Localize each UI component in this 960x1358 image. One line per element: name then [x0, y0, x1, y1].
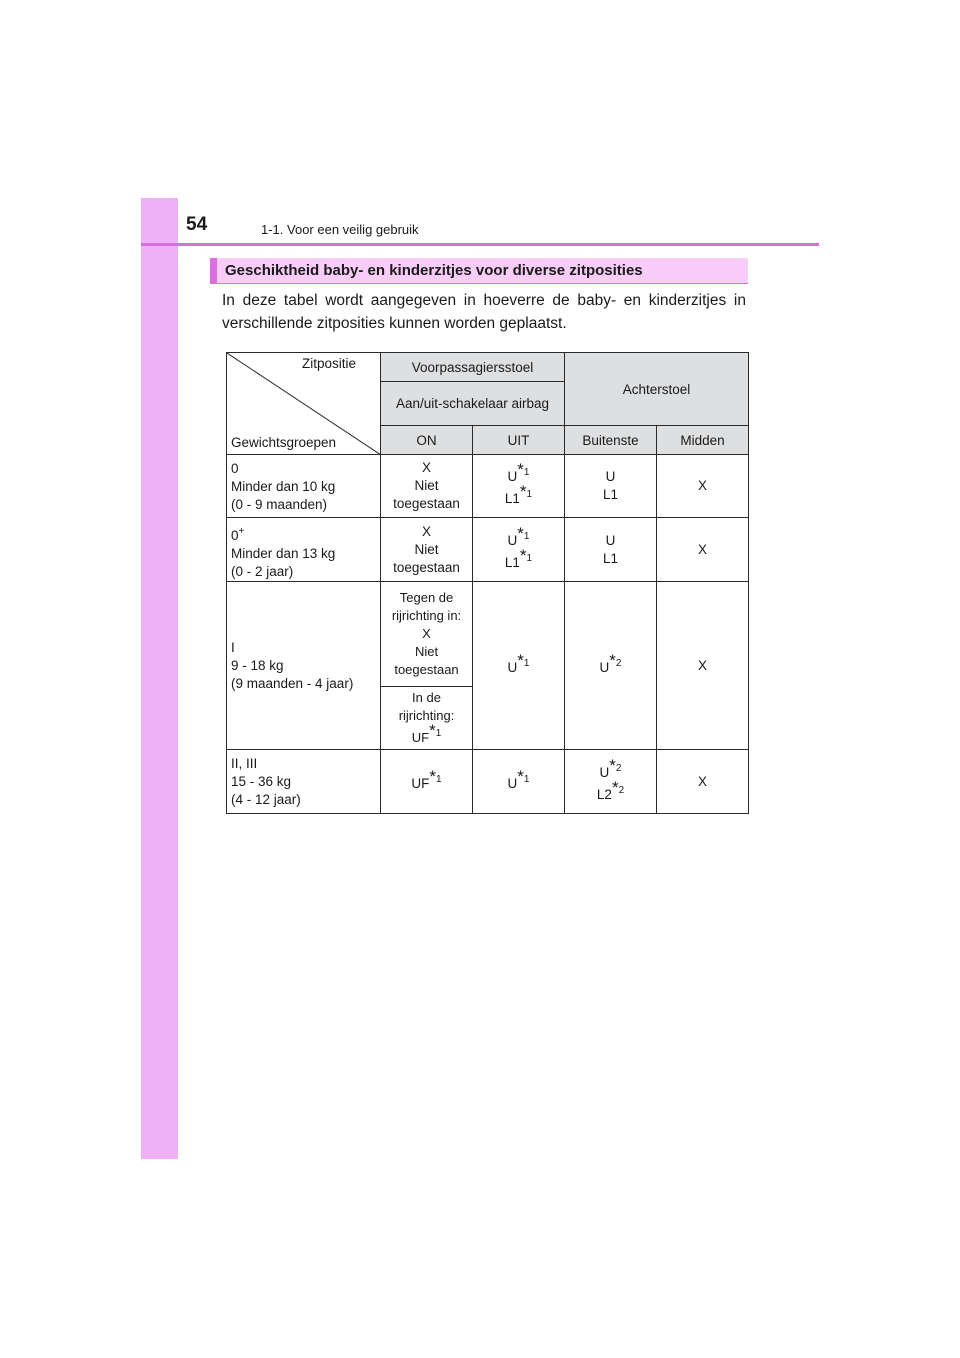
cell-value: U	[507, 775, 518, 791]
asterisk-icon: *	[609, 755, 616, 775]
asterisk-icon: *	[517, 460, 524, 479]
group-age: (0 - 2 jaar)	[231, 564, 294, 579]
footnote-number: 2	[615, 657, 622, 669]
header-rule	[141, 243, 819, 246]
on-cell	[381, 455, 473, 518]
seat-position-label: Zitpositie	[301, 356, 356, 371]
footnote-number: 1	[523, 467, 530, 478]
cell-value: U	[507, 659, 518, 675]
col-middle-header: Midden	[657, 426, 749, 455]
group-name: 0	[231, 528, 239, 543]
table-row	[227, 750, 749, 814]
middle-cell: X	[657, 750, 749, 814]
off-cell	[473, 750, 565, 814]
footnote-number: 1	[523, 773, 530, 785]
cell-value: L1	[504, 491, 520, 506]
group-weight: Minder dan 10 kg	[231, 479, 336, 494]
cell-line: Niet	[414, 478, 439, 493]
asterisk-icon: *	[517, 523, 524, 543]
plus-mark: +	[238, 526, 245, 537]
group-age: (9 maanden - 4 jaar)	[231, 675, 354, 691]
cell-line: rijrichting:	[398, 708, 455, 723]
section-heading: Geschiktheid baby- en kinderzitjes voor diverse zitposities	[210, 258, 748, 284]
intro-paragraph: In deze tabel wordt aangegeven in hoeverre de baby- en kinderzitjes in verschillende zitposities kunnen worden geplaatst.	[222, 292, 746, 332]
footnote-number: 1	[435, 728, 442, 739]
footnote-number: 2	[618, 784, 625, 796]
group-cell	[227, 582, 381, 750]
table-row	[227, 582, 749, 687]
cell-value: UF	[411, 730, 430, 745]
asterisk-icon: *	[611, 777, 619, 797]
on-forward-facing-cell	[381, 687, 473, 750]
cell-value: L2	[596, 786, 612, 802]
group-age: (0 - 9 maanden)	[231, 497, 328, 512]
cell-value: L1	[603, 487, 619, 502]
cell-value: U	[599, 764, 610, 780]
on-rear-facing-cell	[381, 582, 473, 687]
chapter-title: 1-1. Voor een veilig gebruik	[261, 222, 419, 237]
middle-cell: X	[657, 455, 749, 518]
asterisk-icon: *	[609, 650, 616, 670]
cell-value: L1	[504, 554, 520, 570]
outer-cell	[565, 455, 657, 518]
off-cell	[473, 455, 565, 518]
group-name: 0	[231, 461, 239, 476]
group-cell	[227, 518, 381, 582]
outer-cell	[565, 750, 657, 814]
cell-value: UF	[411, 775, 430, 791]
asterisk-icon: *	[519, 545, 527, 565]
off-cell	[473, 582, 565, 750]
cell-value: U	[599, 659, 610, 675]
group-age: (4 - 12 jaar)	[231, 792, 301, 807]
asterisk-icon: *	[429, 721, 436, 740]
asterisk-icon: *	[519, 482, 527, 501]
col-off-header: UIT	[473, 426, 565, 455]
page-number: 54	[186, 214, 208, 235]
seat-suitability-table	[226, 352, 749, 814]
group-weight: Minder dan 13 kg	[231, 546, 336, 561]
weight-groups-label: Gewichtsgroepen	[231, 435, 337, 450]
outer-cell	[565, 518, 657, 582]
cell-line: In de	[412, 690, 441, 705]
cell-line: rijrichting in:	[391, 608, 462, 623]
cell-line: toegestaan	[393, 496, 460, 511]
footnote-number: 1	[523, 530, 530, 542]
on-cell	[381, 518, 473, 582]
outer-cell	[565, 582, 657, 750]
asterisk-icon: *	[517, 650, 524, 670]
table-row	[227, 518, 749, 582]
front-seat-header: Voorpassagiersstoel	[381, 353, 565, 382]
footnote-number: 1	[436, 773, 442, 785]
cell-value: U	[507, 469, 518, 484]
cell-value: U	[507, 532, 518, 548]
table-row	[227, 455, 749, 518]
table-corner-cell	[227, 353, 381, 455]
cell-line: toegestaan	[394, 662, 459, 677]
airbag-switch-header: Aan/uit-schakelaar airbag	[381, 382, 565, 426]
group-cell	[227, 750, 381, 814]
col-outer-header: Buitenste	[565, 426, 657, 455]
off-cell	[473, 518, 565, 582]
cell-line: Niet	[414, 541, 439, 557]
footnote-number: 1	[526, 552, 533, 564]
cell-line: X	[421, 460, 431, 475]
group-name: II, III	[231, 756, 258, 771]
cell-line: Tegen de	[399, 590, 454, 605]
on-cell	[381, 750, 473, 814]
footnote-number: 2	[615, 762, 622, 774]
cell-value: U	[605, 532, 616, 548]
cell-line: toegestaan	[393, 559, 460, 575]
cell-value: U	[605, 469, 616, 484]
middle-cell: X	[657, 582, 749, 750]
group-name: I	[231, 639, 235, 655]
cell-line: X	[421, 523, 431, 539]
middle-cell: X	[657, 518, 749, 582]
asterisk-icon: *	[429, 766, 437, 786]
col-on-header: ON	[381, 426, 473, 455]
group-cell	[227, 455, 381, 518]
cell-line: X	[422, 626, 431, 641]
asterisk-icon: *	[517, 766, 524, 786]
side-color-strip	[141, 198, 178, 1159]
rear-seat-header: Achterstoel	[565, 353, 749, 426]
group-weight: 15 - 36 kg	[231, 774, 292, 789]
cell-value: L1	[603, 550, 619, 566]
footnote-number: 1	[526, 489, 533, 500]
footnote-number: 1	[523, 657, 530, 669]
cell-line: Niet	[414, 644, 439, 659]
group-weight: 9 - 18 kg	[231, 657, 284, 673]
